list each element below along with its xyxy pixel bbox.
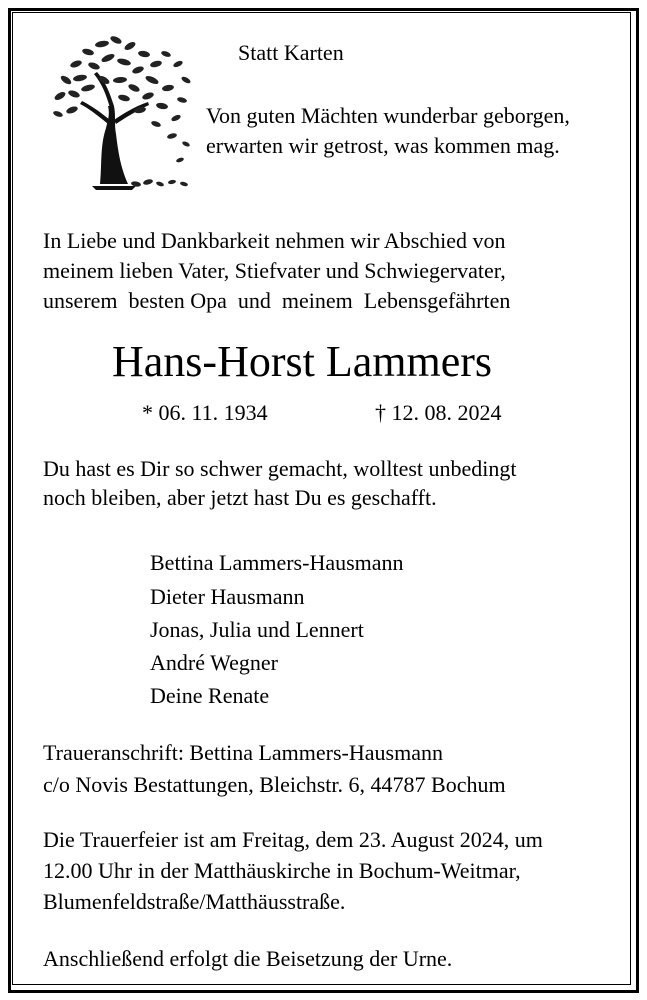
- quote-line-2: erwarten wir getrost, was kommen mag.: [206, 133, 560, 158]
- intro-line-2: meinem lieben Vater, Stiefvater und Schwiegervater,: [43, 258, 506, 283]
- intro-line-1: In Liebe und Dankbarkeit nehmen wir Abschied von: [43, 228, 506, 253]
- mourner-5: Deine Renate: [150, 683, 270, 708]
- quote-line-1: Von guten Mächten wunderbar geborgen,: [206, 103, 570, 128]
- closing-line: Anschließend erfolgt die Beisetzung der Urne.: [43, 946, 453, 971]
- mourner-4: André Wegner: [150, 650, 278, 675]
- intro-line-3: unserem besten Opa und meinem Lebensgefährten: [43, 288, 511, 313]
- verse-line-2: noch bleiben, aber jetzt hast Du es geschafft.: [43, 485, 437, 510]
- death-date: † 12. 08. 2024: [375, 400, 502, 425]
- address-line-2: c/o Novis Bestattungen, Bleichstr. 6, 44787 Bochum: [43, 772, 506, 797]
- deceased-name: Hans-Horst Lammers: [112, 337, 493, 386]
- ceremony-line-2: 12.00 Uhr in der Matthäuskirche in Bochum-Weitmar,: [43, 858, 521, 883]
- mourner-3: Jonas, Julia und Lennert: [150, 617, 364, 642]
- mourner-1: Bettina Lammers-Hausmann: [150, 550, 404, 575]
- tree-illustration-icon: [36, 24, 196, 194]
- verse-line-1: Du hast es Dir so schwer gemacht, wolltest unbedingt: [43, 456, 517, 481]
- statt-karten: Statt Karten: [238, 40, 344, 65]
- mourner-2: Dieter Hausmann: [150, 584, 305, 609]
- ceremony-line-1: Die Trauerfeier ist am Freitag, dem 23. August 2024, um: [43, 827, 543, 852]
- birth-date: * 06. 11. 1934: [142, 400, 268, 425]
- ceremony-line-3: Blumenfeldstraße/Matthäusstraße.: [43, 889, 346, 914]
- address-line-1: Traueranschrift: Bettina Lammers-Hausmann: [43, 740, 443, 765]
